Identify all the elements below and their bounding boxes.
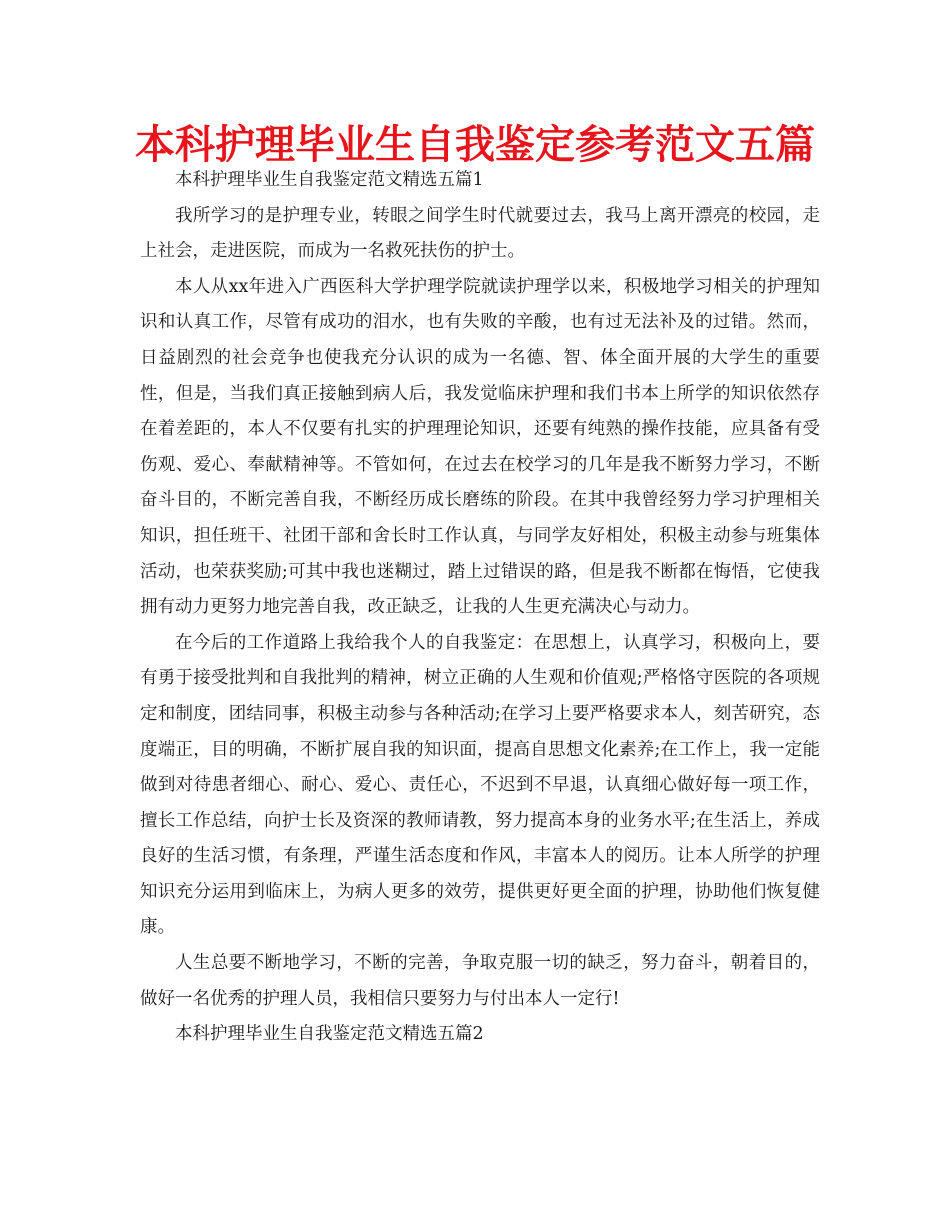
section-heading-1: 本科护理毕业生自我鉴定范文精选五篇1: [175, 170, 484, 190]
paragraph-2: 本人从xx年进入广西医科大学护理学院就读护理学以来，积极地学习相关的护理知识和认真工作，尽管有成功的泪水，也有失败的辛酸，也有过无法补及的过错。然而，日益剧烈的社会竞争也使我充分认识的成为一名德、智、体全面开展的大学生的重要性，但是，当我们真正接触到病人后，我发觉临床护理和我们书本上所学的知识依然存在着差距的，本人不仅要有扎实的护理理论知识，还要有纯熟的操作技能，应具备有受伤观、爱心、奉献精神等。不管如何，在过去在校学习的几年是我不断努力学习，不断奋斗目的，不断完善自我，不断经历成长磨练的阶段。在其中我曾经努力学习护理相关知识，担任班干、社团干部和舍长时工作认真，与同学友好相处，积极主动参与班集体活动，也荣获奖励;可其中我也迷糊过，踏上过错误的路，但是我不断都在悔悟，它使我拥有动力更努力地完善自我，改正缺乏，让我的人生更充满决心与动力。: [140, 276, 820, 618]
section-heading-2: 本科护理毕业生自我鉴定范文精选五篇2: [175, 1024, 484, 1045]
paragraph-4: 人生总要不断地学习，不断的完善，争取克服一切的缺乏，努力奋斗，朝着目的，做好一名优秀的护理人员，我相信只要努力与付出本人一定行!: [140, 953, 820, 1009]
document-body: [140, 163, 820, 1053]
paragraph-3: 在今后的工作道路上我给我个人的自我鉴定：在思想上，认真学习，积极向上，要有勇于接受批判和自我批判的精神，树立正确的人生观和价值观;严格恪守医院的各项规定和制度，团结同事，积极主动参与各种活动;在学习上要严格要求本人，刻苦研究，态度端正，目的明确，不断扩展自我的知识面，提高自思想文化素养;在工作上，我一定能做到对待患者细心、耐心、爱心、责任心，不迟到不早退，认真细心做好每一项工作，擅长工作总结，向护士长及资深的教师请教，努力提高本身的业务水平;在生活上，养成良好的生活习惯，有条理，严谨生活态度和作风，丰富本人的阅历。让本人所学的护理知识充分运用到临床上，为病人更多的效劳，提供更好更全面的护理，协助他们恢复健康。: [140, 632, 820, 938]
paragraph-1: 我所学习的是护理专业，转眼之间学生时代就要过去，我马上离开漂亮的校园，走上社会，走进医院，而成为一名救死扶伤的护士。: [140, 205, 820, 262]
document-title: 本科护理毕业生自我鉴定参考范文五篇: [135, 122, 815, 168]
